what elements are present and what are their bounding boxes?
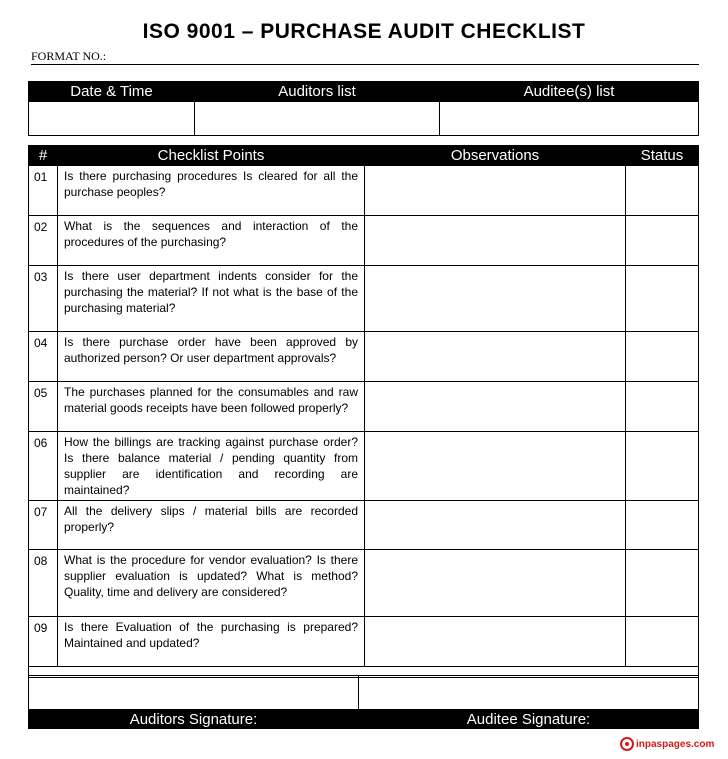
- checklist-table: [28, 145, 699, 678]
- status-cell[interactable]: [626, 617, 699, 667]
- auditors-list-field[interactable]: [195, 102, 440, 136]
- auditee-signature-box[interactable]: [359, 676, 699, 710]
- checklist-point: Is there user department indents consider for the purchasing the material? If not what is the base of the purchasing material?: [58, 266, 365, 332]
- observation-cell[interactable]: [365, 166, 626, 216]
- observation-cell[interactable]: [365, 550, 626, 617]
- date-time-header: Date & Time: [29, 82, 195, 102]
- checklist-point: What is the sequences and interaction of the procedures of the purchasing?: [58, 216, 365, 266]
- table-row: [29, 266, 699, 332]
- status-cell[interactable]: [626, 332, 699, 382]
- auditee-signature-label: Auditee Signature:: [359, 710, 699, 729]
- checklist-point: All the delivery slips / material bills are recorded properly?: [58, 501, 365, 550]
- checklist-point: Is there Evaluation of the purchasing is prepared? Maintained and updated?: [58, 617, 365, 667]
- observation-cell[interactable]: [365, 432, 626, 501]
- table-row: [29, 382, 699, 432]
- auditees-list-header: Auditee(s) list: [440, 82, 699, 102]
- observation-cell[interactable]: [365, 216, 626, 266]
- status-cell[interactable]: [626, 166, 699, 216]
- table-row: [29, 432, 699, 501]
- auditors-list-header: Auditors list: [195, 82, 440, 102]
- table-row: [29, 617, 699, 667]
- table-row: [29, 332, 699, 382]
- row-number: 01: [29, 166, 58, 216]
- table-row: [29, 550, 699, 617]
- row-number: 09: [29, 617, 58, 667]
- signature-table: [28, 675, 699, 729]
- table-row: [29, 166, 699, 216]
- logo-icon: [620, 737, 634, 751]
- status-cell[interactable]: [626, 382, 699, 432]
- status-cell[interactable]: [626, 216, 699, 266]
- row-number: 07: [29, 501, 58, 550]
- observation-cell[interactable]: [365, 501, 626, 550]
- observation-cell[interactable]: [365, 266, 626, 332]
- row-number: 05: [29, 382, 58, 432]
- table-row: [29, 216, 699, 266]
- page-title: ISO 9001 – PURCHASE AUDIT CHECKLIST: [142, 20, 586, 43]
- audit-info-table: [28, 81, 699, 136]
- row-number: 04: [29, 332, 58, 382]
- observation-cell[interactable]: [365, 332, 626, 382]
- checklist-point: How the billings are tracking against purchase order? Is there balance material / pending quantity from supplier are identification and recording are maintained?: [58, 432, 365, 501]
- checklist-points-header: Checklist Points: [58, 146, 365, 166]
- status-cell[interactable]: [626, 501, 699, 550]
- row-number: 02: [29, 216, 58, 266]
- observation-cell[interactable]: [365, 617, 626, 667]
- status-cell[interactable]: [626, 432, 699, 501]
- table-row: [29, 501, 699, 550]
- date-time-field[interactable]: [29, 102, 195, 136]
- observation-cell[interactable]: [365, 382, 626, 432]
- watermark-text: inpaspages.com: [636, 738, 715, 750]
- status-cell[interactable]: [626, 550, 699, 617]
- checklist-point: Is there purchasing procedures Is cleared for all the purchase peoples?: [58, 166, 365, 216]
- number-header: #: [29, 146, 58, 166]
- row-number: 03: [29, 266, 58, 332]
- row-number: 08: [29, 550, 58, 617]
- status-cell[interactable]: [626, 266, 699, 332]
- row-number: 06: [29, 432, 58, 501]
- observations-header: Observations: [365, 146, 626, 166]
- auditors-signature-label: Auditors Signature:: [29, 710, 359, 729]
- status-header: Status: [626, 146, 699, 166]
- checklist-point: The purchases planned for the consumables and raw material goods receipts have been followed properly?: [58, 382, 365, 432]
- auditors-signature-box[interactable]: [29, 676, 359, 710]
- auditees-list-field[interactable]: [440, 102, 699, 136]
- format-number-label: FORMAT NO.:: [31, 50, 699, 65]
- watermark: [620, 737, 714, 751]
- checklist-point: What is the procedure for vendor evaluation? Is there supplier evaluation is updated? What is method? Quality, time and delivery are considered?: [58, 550, 365, 617]
- checklist-point: Is there purchase order have been approved by authorized person? Or user department approvals?: [58, 332, 365, 382]
